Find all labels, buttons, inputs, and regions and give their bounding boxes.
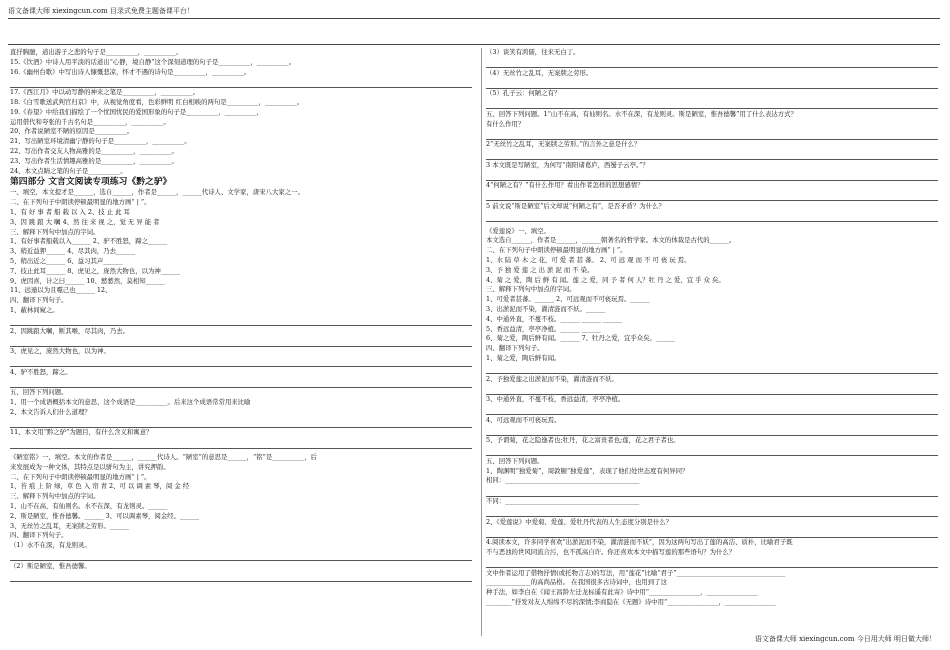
- right-text-line: （4）无丝竹之乱耳，无案牍之劳形。: [486, 68, 593, 77]
- left-text-line: 五、回答下列问题。: [10, 388, 68, 397]
- answer-line: [486, 527, 938, 537]
- left-text-line: 1、有 好 事 者 船 载 以 入 2、技 止 此 耳: [10, 207, 130, 216]
- left-text-line: 三、解释下列句中加点的字词。: [10, 492, 100, 501]
- left-text-line: （2）斯是陋室，惟吾德馨。: [10, 561, 91, 570]
- right-text-line: 4、菊 之 爱，陶 后 鲜 有 闻。莲 之 爱，同 予 者 何 人？牡 丹 之 爱，宜 乎 众 矣。: [486, 275, 725, 284]
- right-text-line: 五、回答下列问题。1“山不在高，有仙则名。水不在深，有龙则灵。斯是陋室，惟吾德馨”用了什么表达方式？: [486, 109, 797, 118]
- left-text-line: 3、稍近益狎______ 4、尽其肉，乃去______: [10, 247, 136, 256]
- left-text-line: 5、稍出近之______ 6、益习其声______: [10, 256, 123, 265]
- left-text-line: 3、虎见之，庞然大物也，以为神。: [10, 347, 110, 356]
- right-text-line: 4、中通外直，不蔓不枝。______ ______ ______: [486, 314, 622, 323]
- left-text-line: 16.《幽州台歌》中写出诗人慷慨悲凉，怀才不遇的诗句是__________，__________。: [10, 67, 251, 76]
- answer-line: [486, 150, 938, 160]
- column-divider: [481, 48, 482, 636]
- answer-line: [486, 558, 938, 568]
- right-text-line: 2“无丝竹之乱耳，无案牍之劳形。”的言外之意是什么？: [486, 140, 641, 149]
- answer-line: [10, 572, 472, 582]
- left-text-line: （1）水不在深，有龙则灵。: [10, 541, 91, 550]
- left-text-line: 15.《饮酒》中诗人用平淡的话道出“心静，境自静”这个深刻道理的句子是__________，__________。: [10, 57, 296, 66]
- left-text-line: 二、在下列句子中朗读停顿最明显的地方画“ | ”。: [10, 472, 151, 481]
- right-text-line: 1、菊之爱，陶后鲜有闻。: [486, 353, 561, 362]
- left-text-line: 1、苔 痕 上 阶 绿，草 色 入 帘 青 2、可 以 调 素 琴，阅 金 经: [10, 482, 190, 491]
- right-text-line: （3）谈笑有鸿儒，往来无白丁。: [486, 48, 580, 56]
- header-rule: [8, 18, 940, 19]
- right-text-line: 3、中通外直，不蔓不枝，香远益清，亭亭净植。: [486, 395, 625, 404]
- left-text-line: 11、本文用“黔之驴”为题目，有什么含义和寓意？: [10, 428, 153, 437]
- right-text-line: 有什么作用？: [486, 119, 525, 128]
- answer-line: [10, 378, 472, 388]
- left-text-line: 1、用一个成语概括本文的意思，这个成语是__________。后来这个成语常常用来比喻: [10, 398, 251, 407]
- right-text-line: 四、翻译下列句子。: [486, 344, 544, 353]
- left-column: [10, 48, 472, 582]
- answer-line: [10, 316, 472, 326]
- answer-line: [486, 58, 938, 68]
- answer-line: [486, 384, 938, 394]
- answer-line: [486, 425, 938, 435]
- section-heading: 第四部分 文言文阅读专项练习《黔之驴》: [10, 177, 172, 188]
- left-text-line: 22、写出作者交友人物高雅的是__________，__________。: [10, 146, 178, 155]
- answer-line: [10, 418, 472, 428]
- left-text-line: 19.《春望》中给我们描绘了一个忧国忧民的爱国形象的句子是__________，__________，: [10, 107, 264, 116]
- left-text-line: 2、本文告诉人们什么道理？: [10, 407, 91, 416]
- content-top-rule: [8, 44, 940, 45]
- left-text-line: 1、有好事者船载以入______ 2、驴不胜怒，蹄之______: [10, 237, 168, 246]
- right-text-line: 2、予独爱莲之出淤泥而不染，濯清涟而不妖。: [486, 374, 618, 383]
- left-text-line: 1、山不在高，有仙则名。水不在深，有龙则灵。______: [10, 502, 168, 511]
- left-text-line: 二、在下列句子中朗读停顿最明显的地方画“ | ”。: [10, 198, 151, 207]
- left-text-line: 9、虎因喜，计之曰______ 10、憖憖然，莫相知______: [10, 276, 165, 285]
- answer-line: [486, 446, 938, 456]
- left-text-line: 运用借代和夸张的千古名句是__________，__________。: [10, 117, 170, 126]
- right-text-line: 《爱莲说》一、填空。: [486, 226, 550, 235]
- answer-line: [10, 551, 472, 561]
- right-text-line: 5、予谓菊，花之隐逸者也;牡丹，花之富贵者也;莲，花之君子者也。: [486, 436, 680, 445]
- right-text-line: 3 本文既是写陋室，为何写“南阳诸葛庐，西蜀子云亭。”？: [486, 160, 649, 169]
- left-text-line: 21、写出陋室环境清幽宁静的句子是__________，__________。: [10, 137, 191, 146]
- left-text-line: 11、远遁以为且噬己也______ 12、: [10, 286, 112, 295]
- right-text-line: 5 前文说“斯是陋室”后文却说“何陋之有”，是否矛盾？为什么？: [486, 201, 665, 210]
- answer-line: [486, 405, 938, 415]
- right-text-line: 五、回答下列问题。: [486, 456, 544, 465]
- left-text-line: 3、无丝竹之乱耳，无案牍之劳形。______: [10, 521, 130, 530]
- right-text-line: 种手法，如李白在《闻王昌龄左迁龙标遥有此寄》诗中用“________________，________________: [486, 588, 758, 597]
- right-text-line: 不同：__________________________________________: [486, 497, 640, 506]
- right-text-line: 3、予 独 爱 莲 之 出 淤 泥 而 不 染。: [486, 265, 594, 274]
- answer-line: [486, 191, 938, 201]
- answer-line: [486, 99, 938, 109]
- right-text-line: （5）孔子云：何陋之有？: [486, 89, 561, 98]
- right-text-line: 4“何陋之有？”有什么作用？看出作者怎样的思想感情？: [486, 181, 644, 190]
- right-text-line: 1、陶渊明“独爱菊”，周敦颐“独爱莲”，表现了他们处世态度有何异同？: [486, 466, 689, 475]
- answer-line: [486, 171, 938, 181]
- right-text-line: 5、香远益清，亭亭净植。______ ______: [486, 324, 601, 333]
- answer-line: [486, 507, 938, 517]
- page-header: 语文备课大师 xiexingcun.com 目录式免费主题备课平台！: [8, 7, 194, 15]
- left-text-line: 2、斯是陋室，惟吾德馨。______ 3、可以调素琴，阅金经。______: [10, 511, 200, 520]
- right-text-line: 2、《爱莲说》中爱菊、爱莲、爱牡丹代表的人生态度分别是什么？: [486, 517, 673, 526]
- right-text-line: 三、解释下列句中加点的字词。: [486, 285, 576, 294]
- right-text-line: 本文选自______，作者是______，______朝著名的哲学家。本文的体裁是古代的______。: [486, 236, 736, 245]
- answer-line: [10, 77, 472, 87]
- answer-line: [486, 364, 938, 374]
- right-text-line: 不与恶浊的世风同流合污，也不孤高自许。你还喜欢本文中描写莲的那些语句？为什么？: [486, 548, 736, 557]
- left-text-line: 18.《白雪歌送武判官归京》中，从视觉角度看，色彩鲜明 红白相映的两句是__________，__________。: [10, 97, 304, 106]
- right-text-line: 二、在下列句子中朗读停顿最明显的地方画“ | ”。: [486, 246, 627, 255]
- right-text-line: 1、水 陆 草 木 之 花，可 爱 者 甚 蕃。 2、可 远 观 而 不 可 亵 玩 焉。: [486, 255, 691, 264]
- right-text-line: 1、可爱者甚蕃。______ 2、可远观而不可亵玩焉。______: [486, 295, 650, 304]
- right-text-line: 文中作者运用了借物抒情(或托物言志)的写法，用“莲花”比喻“君子”__________________________________: [486, 568, 786, 577]
- right-text-line: ______________的高尚品格。 在我国很多古诗词中，也用到了这: [486, 578, 667, 587]
- right-column: [486, 48, 938, 608]
- answer-line: [486, 78, 938, 88]
- left-text-line: 4、驴不胜怒，蹄之。: [10, 367, 72, 376]
- left-text-line: 1、蔽林间窥之。: [10, 305, 59, 314]
- left-text-line: 来发展成为一种文体，其特点是以骈句为主，讲究押韵。: [10, 462, 170, 471]
- left-text-line: 四、翻译下列句子。: [10, 531, 68, 540]
- left-text-line: 《陋室铭》一、填空。本文的作者是______，______代诗人。“陋室”的意思是______，“铭”是__________，后: [10, 453, 318, 462]
- answer-line: [10, 357, 472, 367]
- left-text-line: 三、解释下列句中加点的字词。: [10, 227, 100, 236]
- answer-line: [486, 486, 938, 496]
- left-text-line: 23、写出作者生活情趣高雅的是__________，__________。: [10, 156, 178, 165]
- left-text-line: 四、翻译下列句子。: [10, 296, 68, 305]
- answer-line: [10, 438, 472, 448]
- left-text-line: 20、作者说陋室不陋的原因是__________。: [10, 127, 134, 136]
- right-text-line: 6、菊之爱，陶后鲜有闻。______ 7、牡丹之爱，宜乎众矣。______: [486, 334, 676, 343]
- right-text-line: 4、可远观而不可亵玩焉。: [486, 415, 561, 424]
- left-text-line: 一、填空，本文提才是______，选自______，作者是______，______代诗人、文学家，唐宋八大家之一。: [10, 188, 304, 197]
- page-footer: 语文备课大师 xiexingcun.com 今日用大师 明日做大师！: [754, 635, 936, 643]
- answer-line: [486, 129, 938, 139]
- right-text-line: 相同：__________________________________________: [486, 476, 640, 485]
- left-text-line: 7、技止此耳______ 8、虎见之，庞然大物也，以为神______: [10, 266, 180, 275]
- right-text-line: 4.阅读本文，许多同学喜欢“出淤泥而不染，濯清涟而不妖”，因为这两句写出了莲的高洁、质朴，比喻君子既: [486, 538, 793, 547]
- right-text-line: ________”抒发对友人绵绵不尽的深情;李商隐在《无题》诗中用“________________，________________: [486, 598, 776, 607]
- left-text-line: 17.《西江月》中以动写静的神来之笔是__________，__________。: [10, 88, 200, 97]
- answer-line: [486, 212, 938, 222]
- answer-line: [10, 336, 472, 346]
- left-text-line: 24、本文点睛之笔的句子是__________。: [10, 166, 127, 175]
- left-text-line: 3、因 跳 踉 大 㘎 4、然 往 来 视 之，觉 无 异 能 者: [10, 217, 160, 226]
- right-text-line: 3、出淤泥而不染，濯清涟而不妖。______: [486, 304, 606, 313]
- left-text-line: 2、因跳踉大㘎，断其喉，尽其肉，乃去。: [10, 326, 130, 335]
- left-text-line: 直抒胸臆，道出游子之悲的句子是__________，__________。: [10, 48, 183, 56]
